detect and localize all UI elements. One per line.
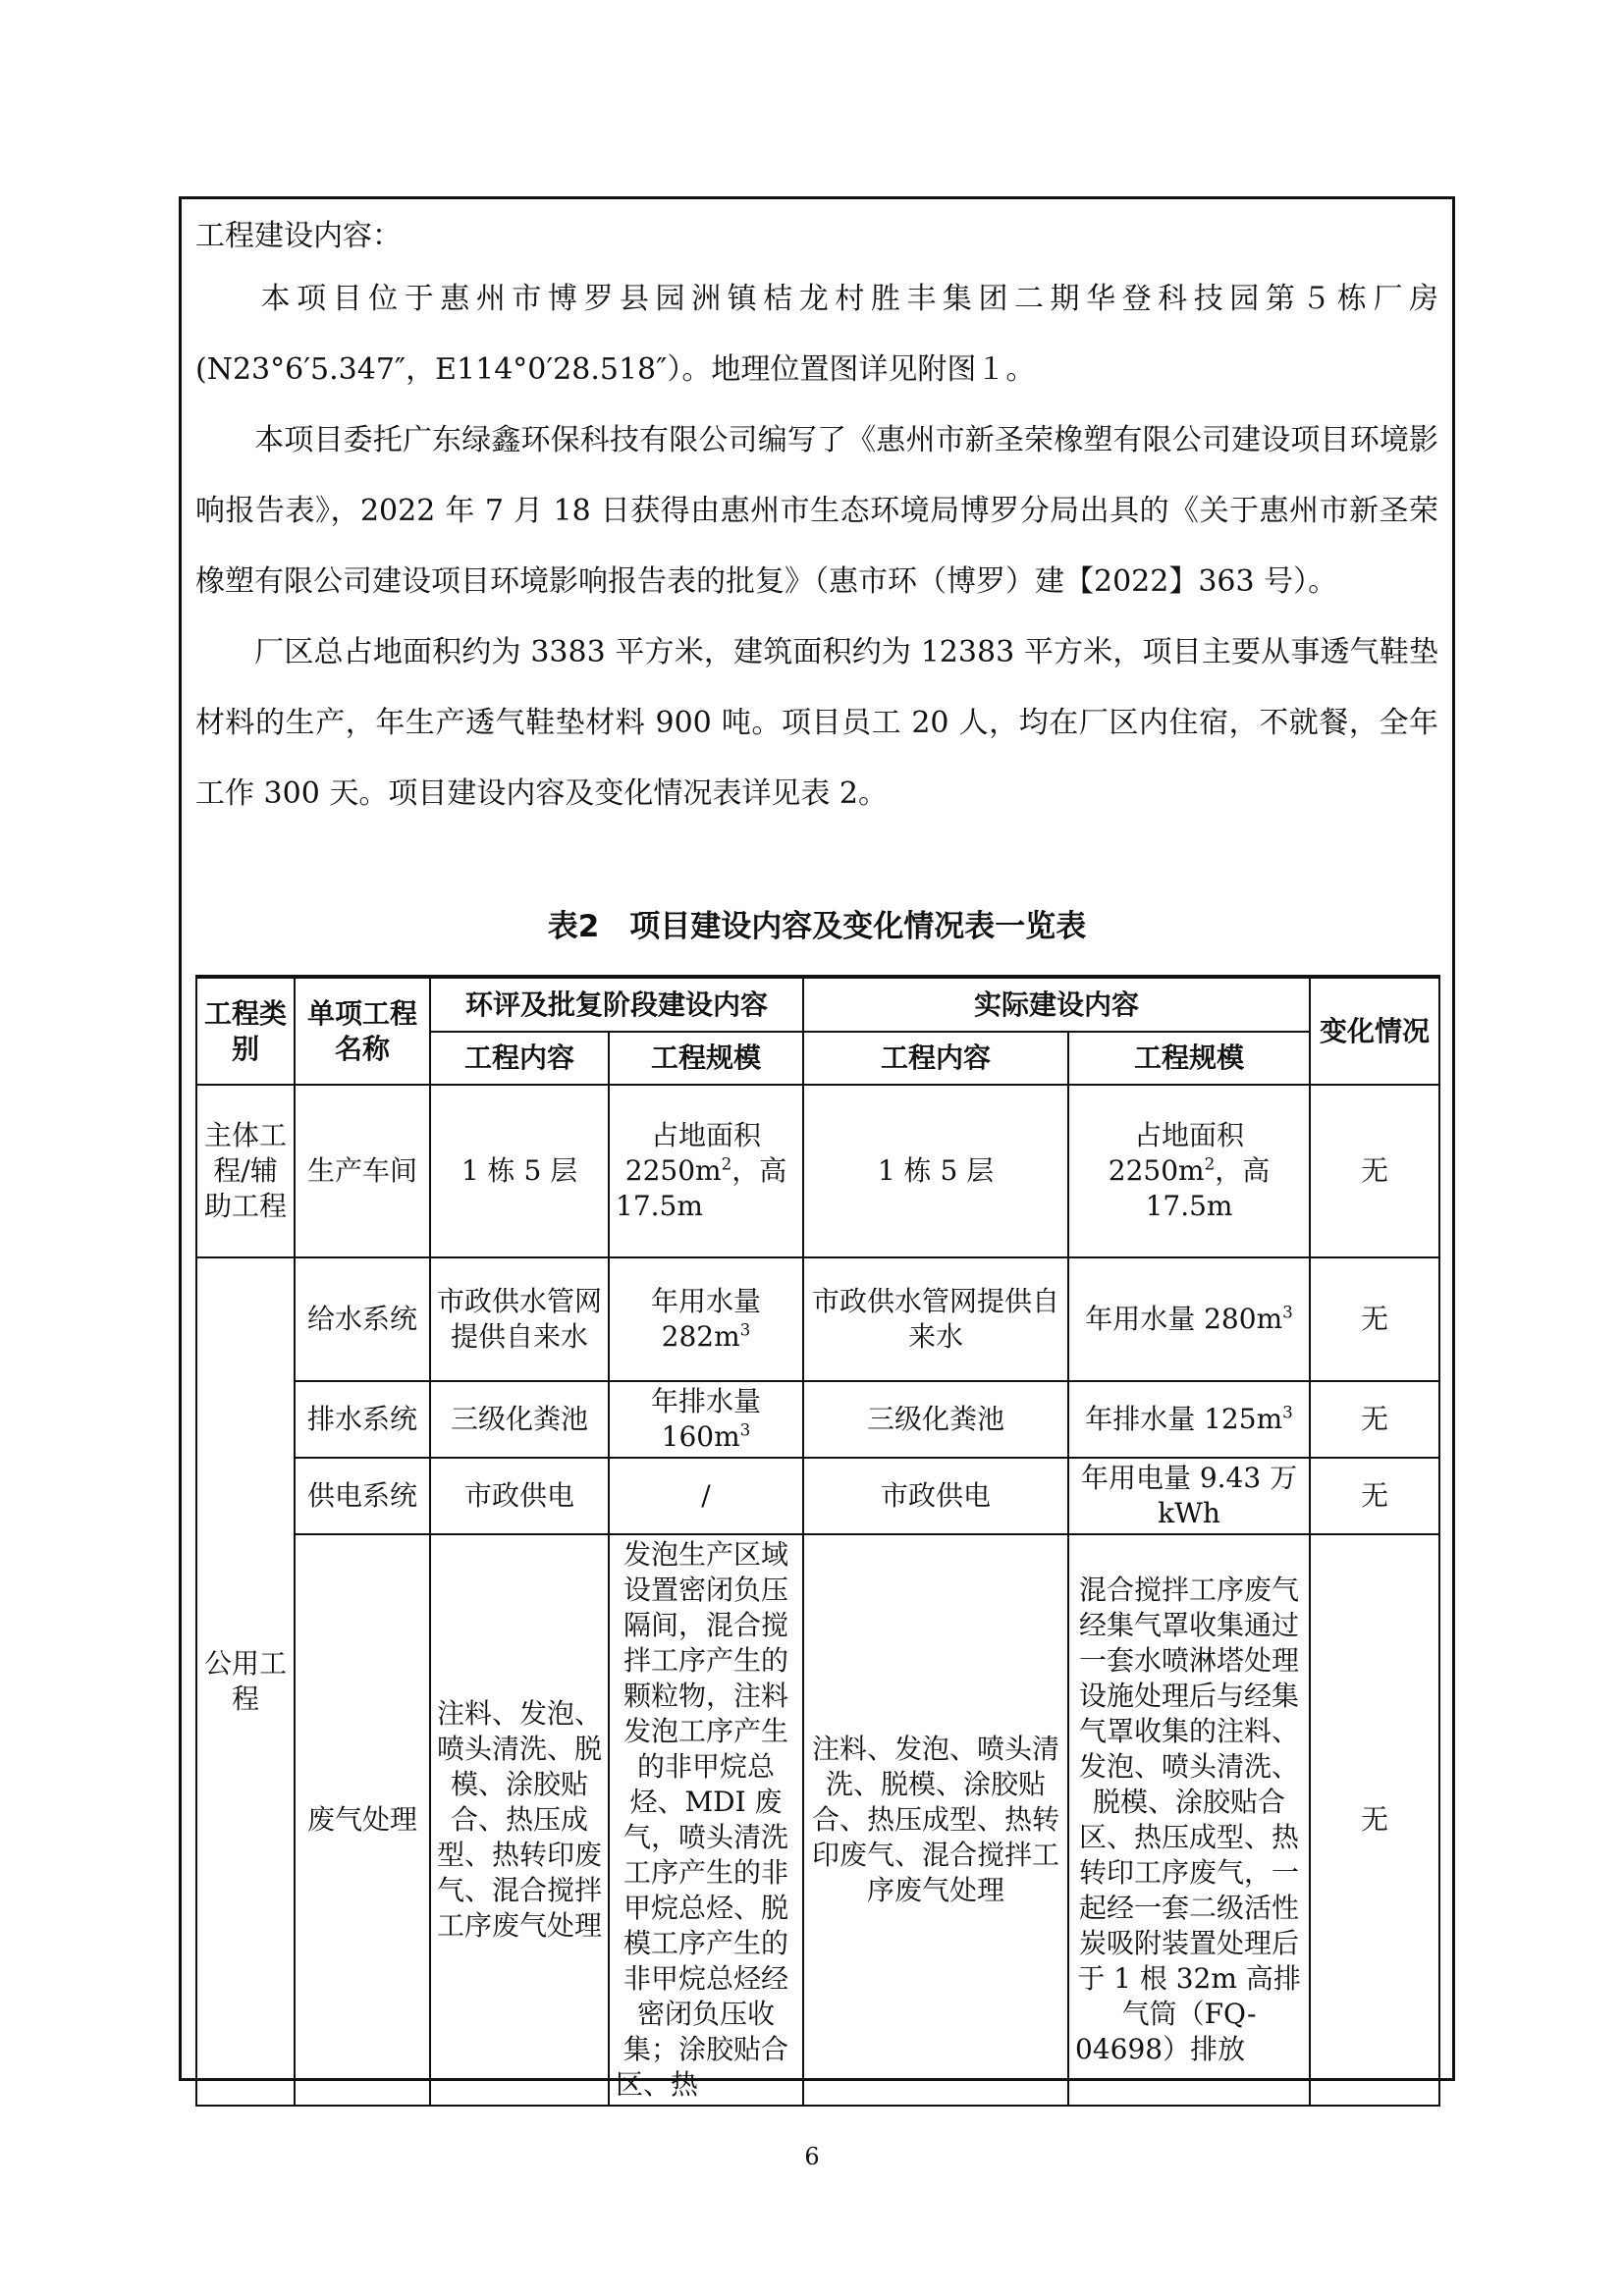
content-frame [179, 196, 1455, 2101]
cell-eia-content: 注料、发泡、喷头清洗、脱模、涂胶贴合、热压成型、热转印废气、混合搅拌工序废气处理 [430, 1534, 609, 2106]
paragraph-scale: 厂区总占地面积约为 3383 平方米，建筑面积约为 12383 平方米，项目主要从事透气鞋垫材料的生产，年生产透气鞋垫材料 900 吨。项目员工 20 人，均在厂区内住宿，不就餐，全年工作 300 天。项目建设内容及变化情况表详见表 2。 [195, 635, 1438, 811]
cell-actual-scale: 混合搅拌工序废气经集气罩收集通过一套水喷淋塔处理设施处理后与经集气罩收集的注料、发泡、喷头清洗、脱模、涂胶贴合区、热压成型、热转印工序废气，一起经一套二级活性炭吸附装置处理后于 1 根 32m 高排气筒（FQ-04698）排放 [1068, 1534, 1310, 2106]
cell-actual-scale: 年排水量 $125m^3$ [1068, 1381, 1310, 1458]
header-actual-content: 工程内容 [803, 1032, 1068, 1085]
header-eia-scale: 工程规模 [609, 1032, 803, 1085]
table-row [196, 1085, 1439, 1257]
header-change: 变化情况 [1310, 977, 1439, 1085]
table-row [196, 1381, 1439, 1458]
cell-change: 无 [1310, 1458, 1439, 1534]
cell-eia-content: 市政供水管网提供自来水 [430, 1257, 609, 1381]
table-row [196, 1534, 1439, 2106]
cell-actual-scale: 占地面积 $2250m^2$，高 17.5m [1068, 1085, 1310, 1257]
cell-actual-content: 注料、发泡、喷头清洗、脱模、涂胶贴合、热压成型、热转印废气、混合搅拌工序废气处理 [803, 1534, 1068, 2106]
cell-change: 无 [1310, 1257, 1439, 1381]
cell-name: 生产车间 [295, 1085, 430, 1257]
page-number: 6 [804, 2143, 820, 2170]
cell-eia-scale: 年排水量 $160m^3$ [609, 1381, 803, 1458]
cell-name: 给水系统 [295, 1257, 430, 1381]
cell-change: 无 [1310, 1381, 1439, 1458]
section-title: 工程建设内容： [195, 219, 402, 253]
cell-eia-scale: / [609, 1458, 803, 1534]
project-table [195, 975, 1440, 2107]
cell-actual-scale: 年用水量 $280m^3$ [1068, 1257, 1310, 1381]
cell-actual-content: 三级化粪池 [803, 1381, 1068, 1458]
table-caption: 表2 项目建设内容及变化情况表一览表 [547, 909, 1087, 944]
cell-eia-content: 三级化粪池 [430, 1381, 609, 1458]
cell-eia-content: 1 栋 5 层 [430, 1085, 609, 1257]
table-row [196, 1458, 1439, 1534]
cell-actual-content: 市政供水管网提供自来水 [803, 1257, 1068, 1381]
cell-eia-content: 市政供电 [430, 1458, 609, 1534]
paragraph-approval: 本项目委托广东绿鑫环保科技有限公司编写了《惠州市新圣荣橡塑有限公司建设项目环境影响报告表》，2022 年 7 月 18 日获得由惠州市生态环境局博罗分局出具的《关于惠州市新圣荣橡塑有限公司建设项目环境影响报告表的批复》（惠市环（博罗）建【2022】363 号）。 [195, 423, 1438, 599]
cell-name: 排水系统 [295, 1381, 430, 1458]
cell-eia-scale: 年用水量 $282m^3$ [609, 1257, 803, 1381]
paragraph-location: 本项目位于惠州市博罗县园洲镇桔龙村胜丰集团二期华登科技园第５栋厂房(N23°6′5.347″，E114°0′28.518″）。地理位置图详见附图１。 [195, 282, 1438, 387]
cell-name: 供电系统 [295, 1458, 430, 1534]
cell-actual-content: 市政供电 [803, 1458, 1068, 1534]
cell-eia-scale: 发泡生产区域设置密闭负压隔间，混合搅拌工序产生的颗粒物，注料发泡工序产生的非甲烷总烃、MDI 废气，喷头清洗工序产生的非甲烷总烃、脱模工序产生的非甲烷总烃经密闭负压收集；涂胶贴合区、热 [609, 1534, 803, 2106]
cell-change: 无 [1310, 1085, 1439, 1257]
cell-actual-content: 1 栋 5 层 [803, 1085, 1068, 1257]
header-category: 工程类别 [196, 977, 295, 1085]
cell-category: 公用工程 [196, 1257, 295, 2106]
header-unit-name: 单项工程名称 [295, 977, 430, 1085]
cell-change: 无 [1310, 1534, 1439, 2106]
header-eia-group: 环评及批复阶段建设内容 [430, 977, 803, 1032]
cell-actual-scale: 年用电量 9.43 万 kWh [1068, 1458, 1310, 1534]
table-row [196, 1257, 1439, 1381]
cell-category: 主体工程/辅助工程 [196, 1085, 295, 1257]
header-eia-content: 工程内容 [430, 1032, 609, 1085]
cell-name: 废气处理 [295, 1534, 430, 2106]
header-actual-group: 实际建设内容 [803, 977, 1310, 1032]
header-actual-scale: 工程规模 [1068, 1032, 1310, 1085]
cell-eia-scale: 占地面积 $2250m^2$，高 17.5m [609, 1085, 803, 1257]
